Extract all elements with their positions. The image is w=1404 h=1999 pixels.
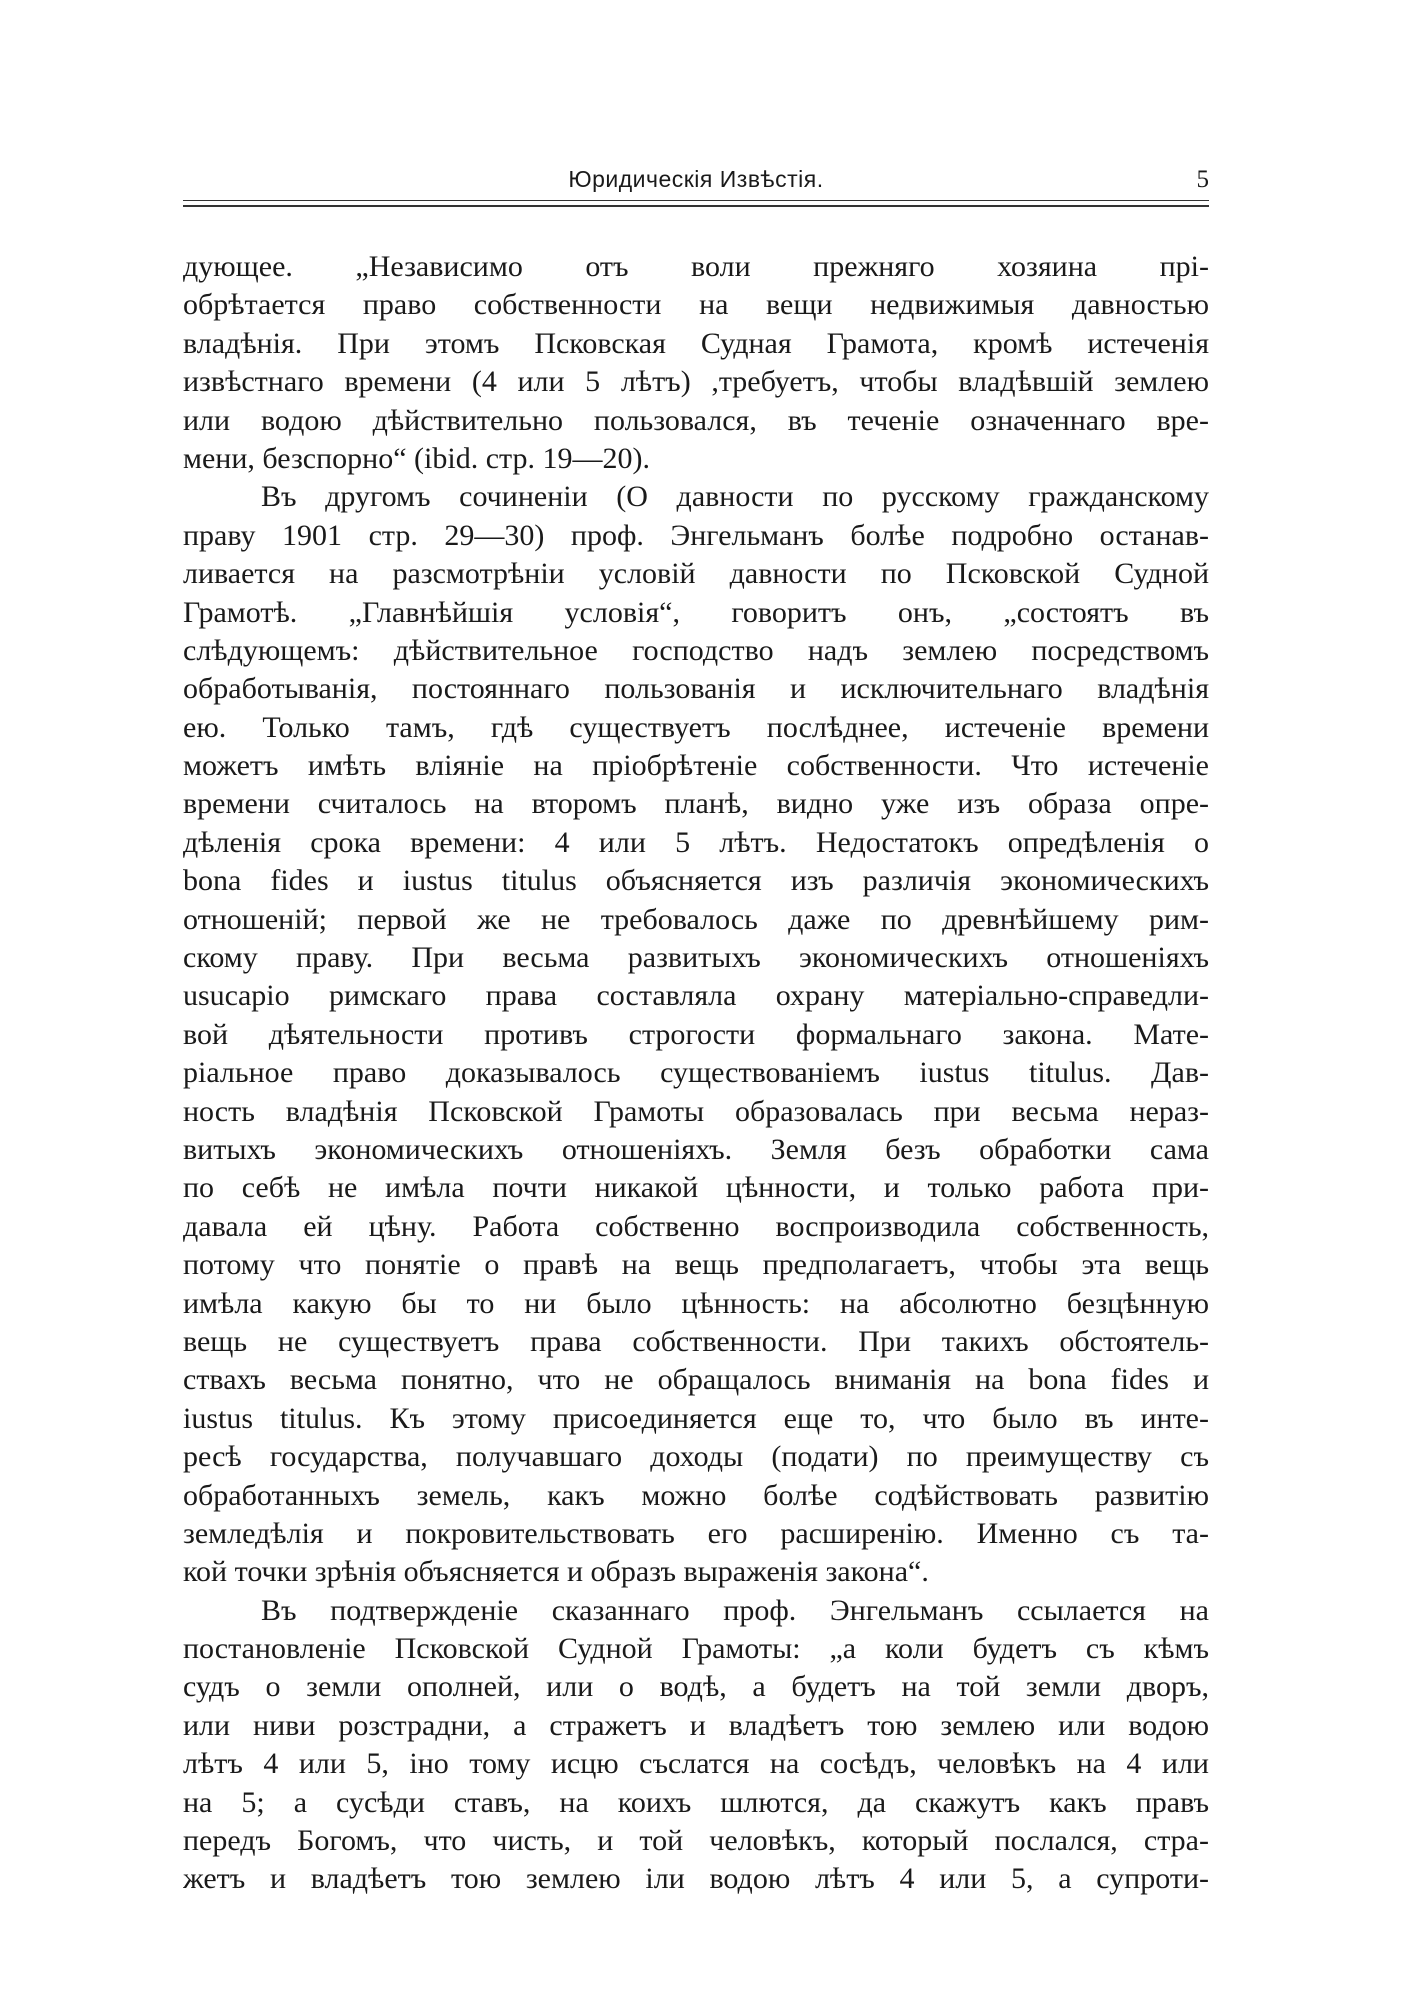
- text-line: вещь не существуетъ права собственности. При такихъ обстоятель-: [183, 1324, 1209, 1358]
- text-line: Въ другомъ сочиненіи (О давности по русскому гражданскому: [261, 480, 1209, 514]
- text-line: скому праву. При весьма развитыхъ экономическихъ отношеніяхъ: [183, 941, 1209, 975]
- text-line: постановленіе Псковской Судной Грамоты: „а коли будетъ съ кѣмъ: [183, 1632, 1209, 1666]
- text-line: передъ Богомъ, что чисть, и той человѣкъ, который послался, стра-: [183, 1824, 1209, 1858]
- header-rule-thin: [183, 200, 1209, 201]
- text-line: ствахъ весьма понятно, что не обращалось вниманія на bona fides и: [183, 1363, 1209, 1397]
- paragraph-1: [183, 248, 1209, 478]
- text-line: usucapio римскаго права составляла охрану матеріально-справедли-: [183, 979, 1209, 1013]
- body-text: [183, 248, 1209, 1899]
- paragraph-3: [183, 1592, 1209, 1899]
- text-line: ность владѣнія Псковской Грамоты образовалась при весьма нераз-: [183, 1094, 1209, 1128]
- text-line: ріальное право доказывалось существованіемъ iustus titulus. Дав-: [183, 1056, 1209, 1090]
- text-line: ресѣ государства, получавшаго доходы (подати) по преимуществу съ: [183, 1440, 1209, 1474]
- text-line: слѣдующемъ: дѣйствительное господство надъ землею посредствомъ: [183, 633, 1209, 667]
- text-line: владѣнія. При этомъ Псковская Судная Грамота, кромѣ истеченія: [183, 326, 1209, 360]
- text-line: имѣла какую бы то ни было цѣнность: на абсолютно безцѣнную: [183, 1286, 1209, 1320]
- text-line: праву 1901 стр. 29—30) проф. Энгельманъ болѣе подробно останав-: [183, 518, 1209, 552]
- text-line: ею. Только тамъ, гдѣ существуетъ послѣднее, истеченіе времени: [183, 710, 1209, 744]
- text-line: можетъ имѣть вліяніе на пріобрѣтеніе собственности. Что истеченіе: [183, 749, 1209, 783]
- text-line: дѣленія срока времени: 4 или 5 лѣтъ. Недостатокъ опредѣленія о: [183, 825, 1209, 859]
- text-line: iustus titulus. Къ этому присоединяется еще то, что было въ инте-: [183, 1401, 1209, 1435]
- text-line: по себѣ не имѣла почти никакой цѣнности, и только работа при-: [183, 1171, 1209, 1205]
- header-rule-thick: [183, 205, 1209, 207]
- text-line: извѣстнаго времени (4 или 5 лѣтъ) ,требуетъ, чтобы владѣвшій землею: [183, 365, 1209, 399]
- text-line: судъ о земли ополней, или о водѣ, а будетъ на той земли дворъ,: [183, 1670, 1209, 1704]
- text-line: обрѣтается право собственности на вещи недвижимыя давностью: [183, 288, 1209, 322]
- text-line: обработыванія, постояннаго пользованія и исключительнаго владѣнія: [183, 672, 1209, 706]
- text-line: отношеній; первой же не требовалось даже по древнѣйшему рим-: [183, 902, 1209, 936]
- text-line: вой дѣятельности противъ строгости формальнаго закона. Мате-: [183, 1017, 1209, 1051]
- paragraph-2: [183, 478, 1209, 1591]
- text-line: или водою дѣйствительно пользовался, въ теченіе означеннаго вре-: [183, 403, 1209, 437]
- page-header: [183, 166, 1209, 202]
- text-line: мени, безспорно“ (ibid. стр. 19—20).: [183, 441, 650, 475]
- text-line: Грамотѣ. „Главнѣйшія условія“, говоритъ онъ, „состоятъ въ: [183, 595, 1209, 629]
- text-line: жетъ и владѣетъ тою землею іли водою лѣтъ 4 или 5, а супроти-: [183, 1862, 1209, 1896]
- running-title: Юридическія Извѣстія.: [568, 166, 824, 192]
- text-line: времени считалось на второмъ планѣ, видно уже изъ образа опре-: [183, 787, 1209, 821]
- text-line: лѣтъ 4 или 5, іно тому исцю съслатся на сосѣдъ, человѣкъ на 4 или: [183, 1747, 1209, 1781]
- text-line: на 5; а сусѣди ставъ, на коихъ шлются, да скажутъ какъ правъ: [183, 1785, 1209, 1819]
- text-line: Въ подтвержденіе сказаннаго проф. Энгельманъ ссылается на: [261, 1593, 1209, 1627]
- text-line: или ниви розстрадни, а стражетъ и владѣетъ тою землею или водою: [183, 1708, 1209, 1742]
- text-line: обработанныхъ земель, какъ можно болѣе содѣйствовать развитію: [183, 1478, 1209, 1512]
- text-line: потому что понятіе о правѣ на вещь предполагаетъ, чтобы эта вещь: [183, 1248, 1209, 1282]
- page-number: 5: [1196, 166, 1209, 193]
- text-line: давала ей цѣну. Работа собственно воспроизводила собственность,: [183, 1209, 1209, 1243]
- text-line: ливается на разсмотрѣніи условій давности по Псковской Судной: [183, 557, 1209, 591]
- text-line: кой точки зрѣнія объясняется и образъ выраженія закона“.: [183, 1555, 929, 1589]
- text-line: витыхъ экономическихъ отношеніяхъ. Земля безъ обработки сама: [183, 1132, 1209, 1166]
- text-line: дующее. „Независимо отъ воли прежняго хозяина прі-: [183, 250, 1209, 283]
- text-line: bona fides и iustus titulus объясняется изъ различія экономическихъ: [183, 864, 1209, 898]
- text-line: земледѣлія и покровительствовать его расширенію. Именно съ та-: [183, 1516, 1209, 1550]
